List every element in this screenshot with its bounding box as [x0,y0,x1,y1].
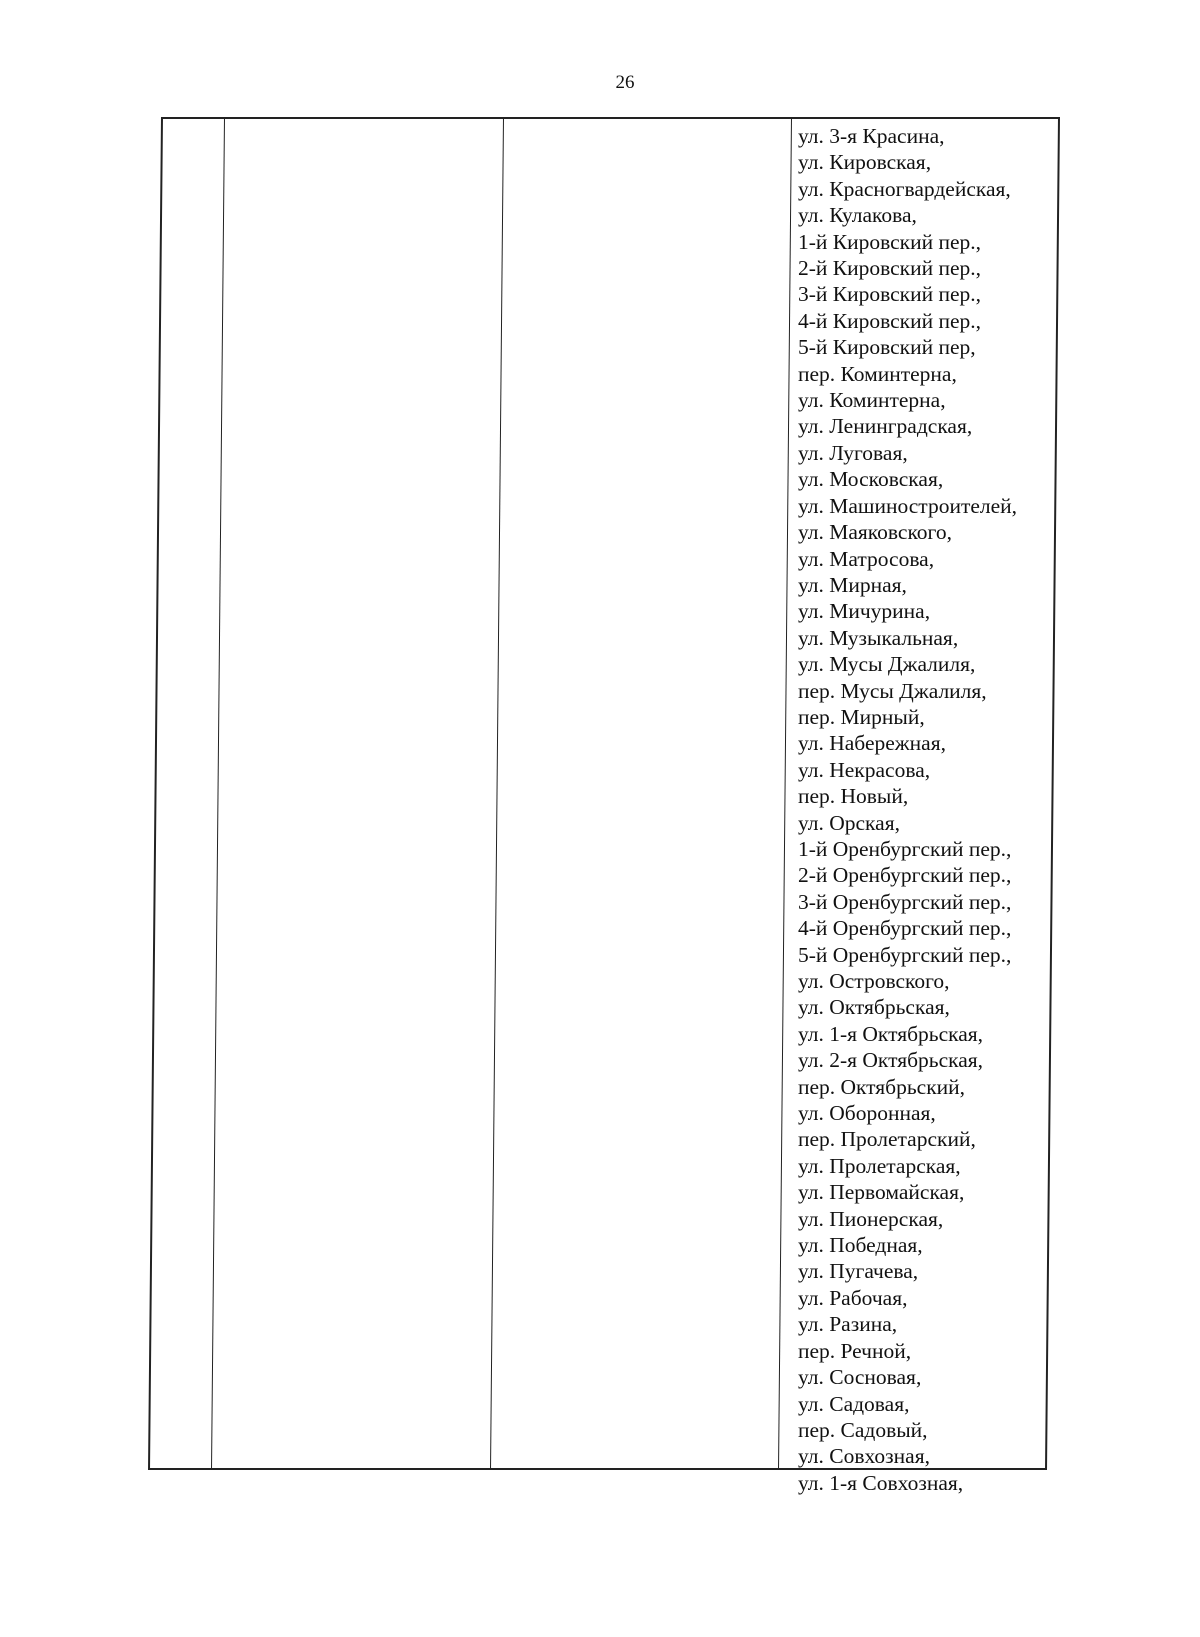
street-list-item: ул. Набережная, [797,731,946,756]
street-list-item: ул. Победная, [797,1233,923,1258]
table-column-divider [211,119,225,1468]
street-list-item: пер. Садовый, [797,1417,928,1442]
street-list-item: ул. Пугачева, [797,1259,919,1284]
street-list-item: 1-й Кировский пер., [797,229,982,254]
street-list-item: ул. Островского, [797,969,950,993]
street-list-item: ул. 1-я Совхозная, [797,1470,964,1495]
page-number: 26 [615,72,635,93]
street-list-item: пер. Мусы Джалиля, [797,678,987,703]
street-list-item: ул. 3-я Красина, [797,124,945,148]
street-list-item: 2-й Оренбургский пер., [797,863,1012,888]
street-list-item: ул. Мирная, [797,572,907,597]
street-list-item: пер. Новый, [797,784,909,809]
street-list-item: ул. Луговая, [797,440,908,465]
street-list-item: ул. Мусы Джалиля, [797,652,976,677]
street-list-item: ул. Матросова, [797,546,935,571]
street-list-item: ул. Ленинградская, [797,414,973,439]
street-list-item: ул. Пролетарская, [797,1153,961,1178]
street-list-item: пер. Пролетарский, [797,1127,976,1152]
street-list-item: ул. Коминтерна, [797,388,946,413]
street-list-item: пер. Мирный, [797,704,925,729]
street-list-item: ул. Разина, [797,1312,898,1337]
street-list-item: 4-й Оренбургский пер., [797,916,1012,941]
street-list-item: 5-й Оренбургский пер., [797,942,1012,967]
street-list-item: ул. Оборонная, [797,1101,936,1126]
street-list-item: ул. Совхозная, [797,1444,930,1469]
street-list-item: ул. Первомайская, [797,1180,965,1205]
street-list-item: 3-й Кировский пер., [797,282,982,307]
street-list-item: ул. Рабочая, [797,1285,908,1310]
street-list-item: ул. Орская, [797,810,900,835]
street-list-item: ул. Московская, [797,467,944,492]
street-list-item: ул. Красногвардейская, [797,176,1011,201]
street-list-item: ул. Кулакова, [797,203,917,228]
table-column-divider [490,119,504,1468]
street-list-item: ул. Кировская, [797,150,932,175]
street-list-item: пер. Октябрьский, [797,1074,966,1099]
street-list-item: 1-й Оренбургский пер., [797,836,1012,861]
street-list-item: ул. Сосновая, [797,1365,922,1390]
street-list-item: ул. 2-я Октябрьская, [797,1048,984,1073]
street-list-item: ул. Некрасова, [797,757,931,782]
street-list-item: ул. Мичурина, [797,599,931,624]
street-list-item: 2-й Кировский пер., [797,256,982,281]
document-table [148,117,1060,1495]
street-list-item: пер. Речной, [797,1338,912,1363]
street-list-item: ул. Маяковского, [797,520,952,545]
street-list-item: пер. Коминтерна, [797,361,957,386]
street-list-item: ул. Октябрьская, [797,995,950,1020]
street-list-item: 5-й Кировский пер, [797,335,976,360]
street-list [798,123,1017,1496]
street-list-item: ул. Пионерская, [797,1206,944,1231]
street-list-item: ул. Музыкальная, [797,625,959,650]
table-column-divider [778,119,792,1468]
street-list-item: 4-й Кировский пер., [797,308,982,333]
street-list-item: ул. Садовая, [797,1391,910,1416]
street-list-item: ул. 1-я Октябрьская, [797,1021,984,1046]
street-list-item: ул. Машиностроителей, [797,493,1018,518]
street-list-item: 3-й Оренбургский пер., [797,889,1012,914]
